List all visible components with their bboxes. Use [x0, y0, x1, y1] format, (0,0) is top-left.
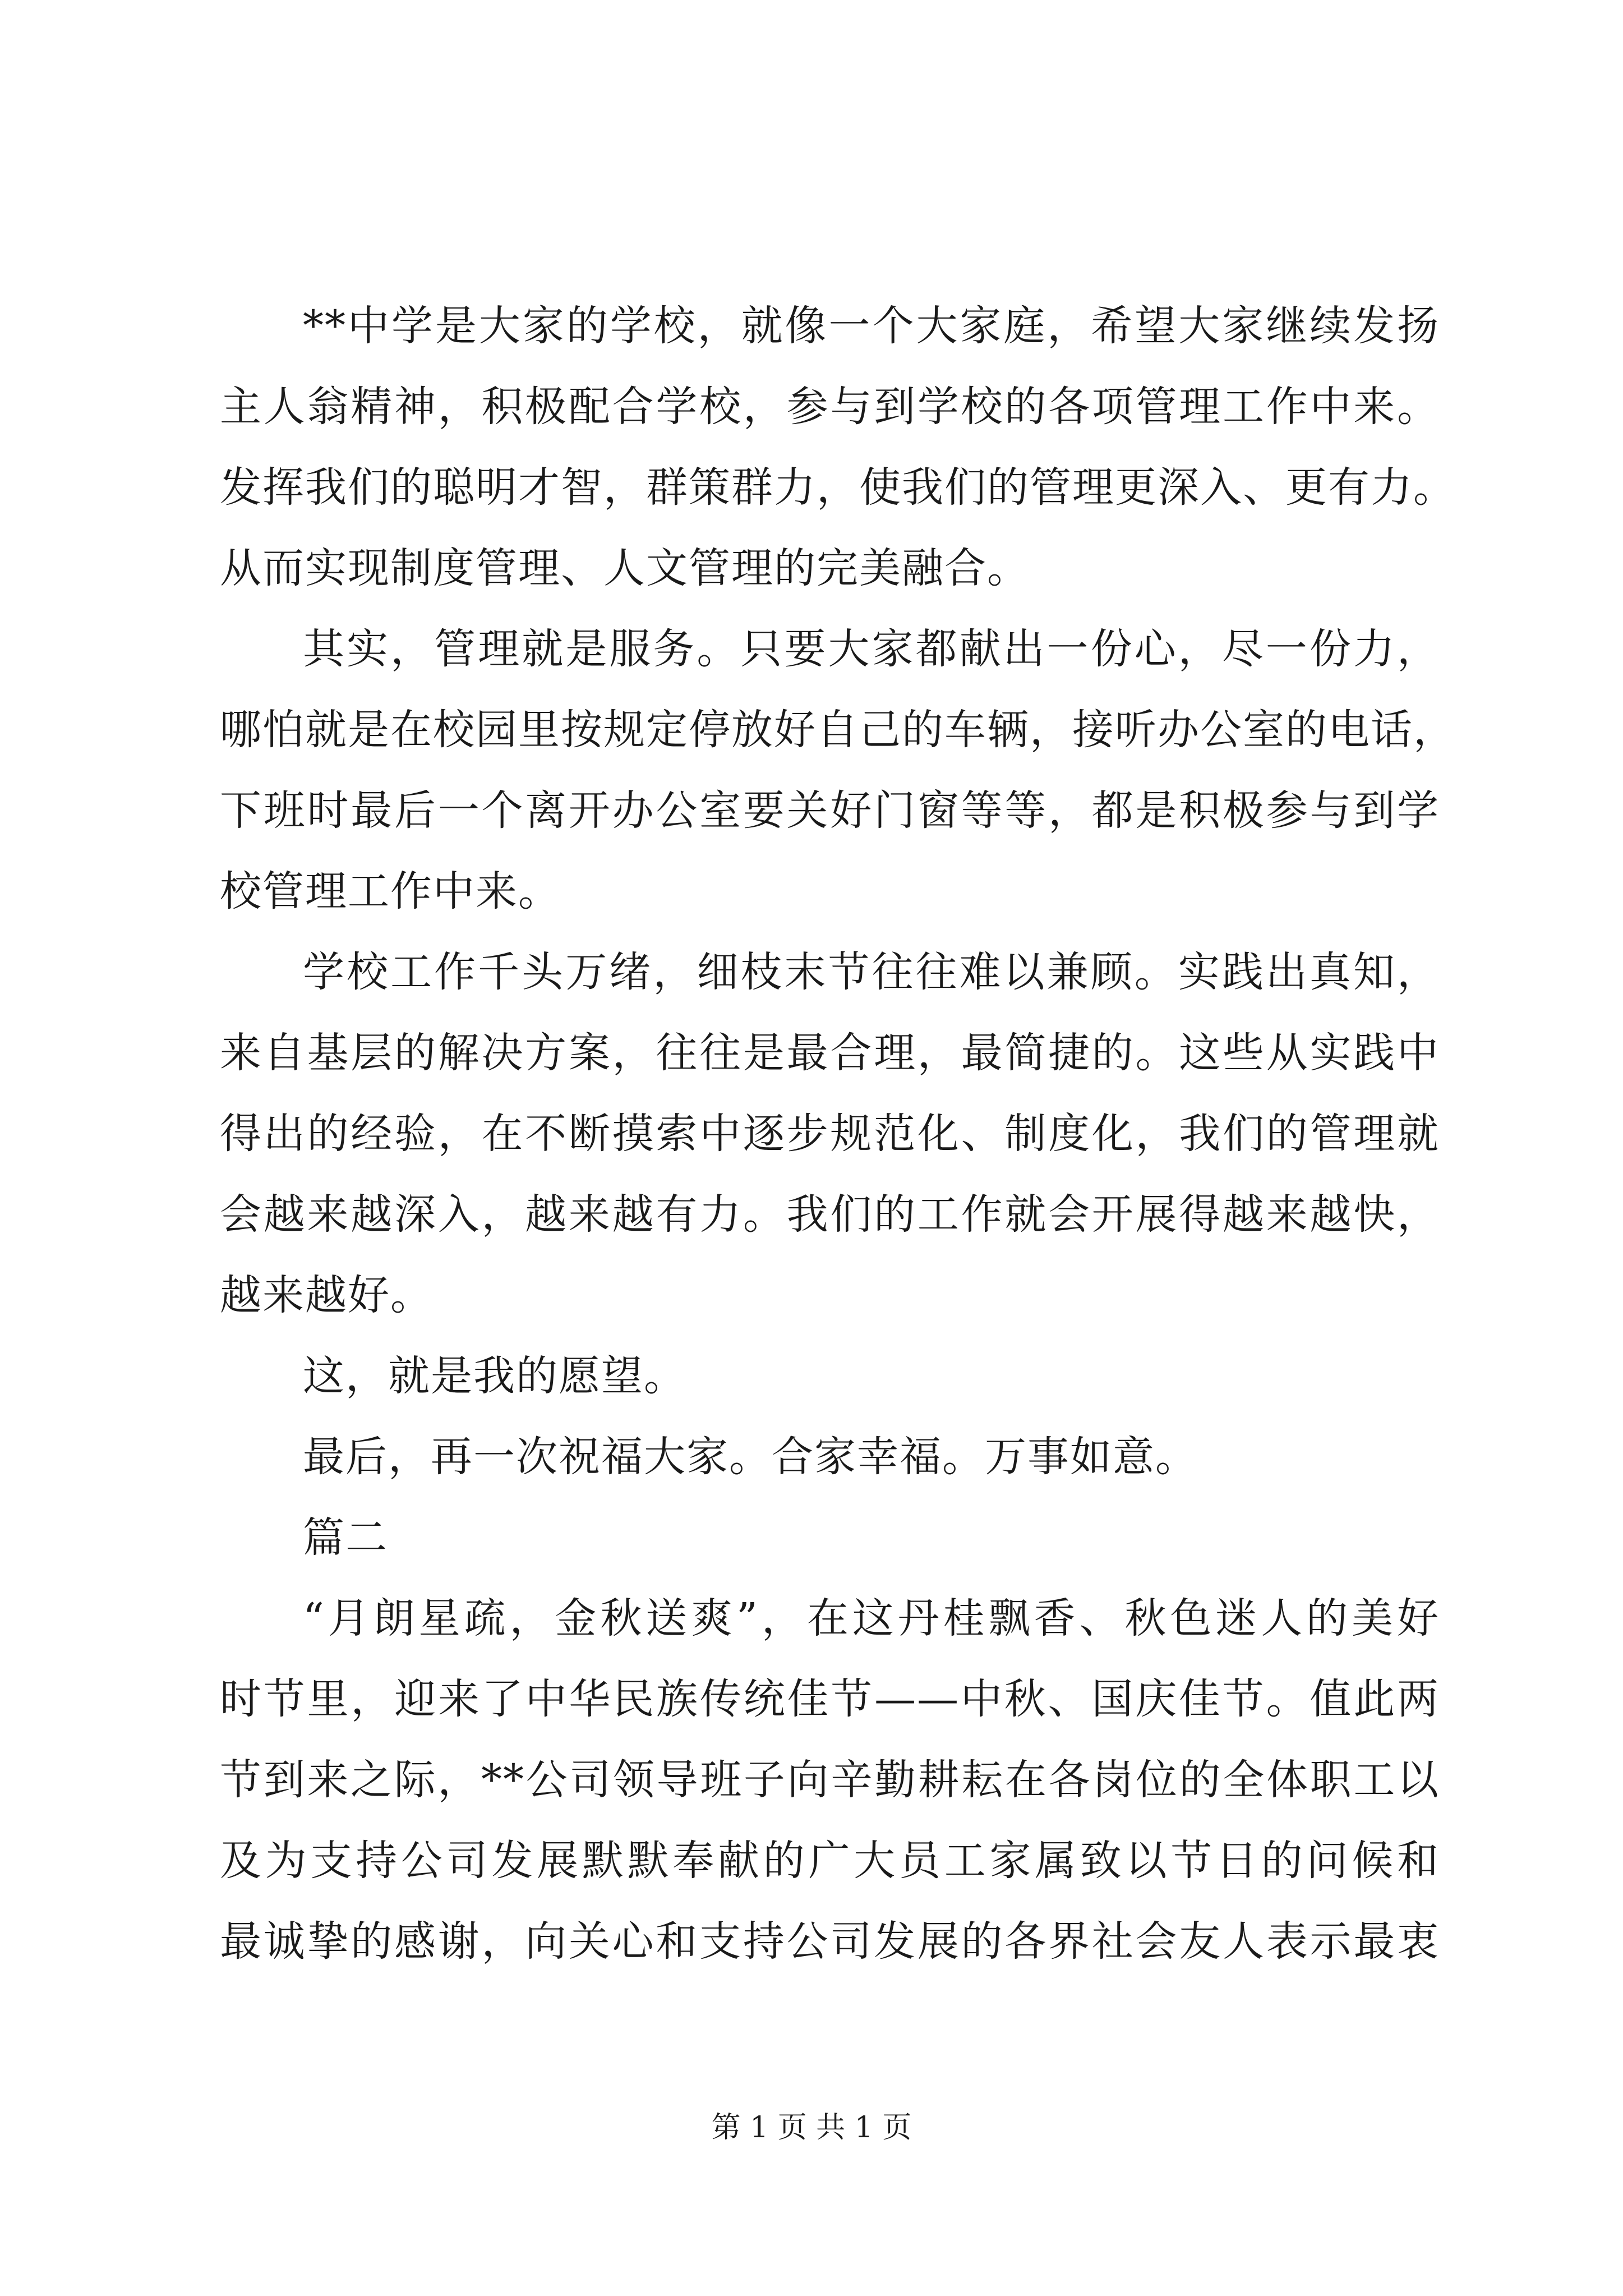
text-line: 时节里，迎来了中华民族传统佳节——中秋、国庆佳节。值此两 — [220, 1675, 1440, 1723]
text-line: 得出的经验，在不断摸索中逐步规范化、制度化，我们的管理就 — [220, 1110, 1440, 1158]
text-line: 从而实现制度管理、人文管理的完美融合。 — [220, 544, 1030, 592]
text-line: 其实，管理就是服务。只要大家都献出一份心，尽一份力， — [303, 625, 1440, 673]
text-line: 节到来之际，**公司领导班子向辛勤耕耘在各岗位的全体职工以 — [220, 1756, 1440, 1804]
document-body — [220, 298, 1456, 1995]
text-line: **中学是大家的学校，就像一个大家庭，希望大家继续发扬 — [303, 302, 1440, 350]
text-line: 越来越好。 — [220, 1271, 433, 1319]
text-line: 最诚挚的感谢，向关心和支持公司发展的各界社会友人表示最衷 — [220, 1917, 1440, 1966]
text-line: 来自基层的解决方案，往往是最合理，最简捷的。这些从实践中 — [220, 1029, 1440, 1077]
section-heading: 篇二 — [303, 1513, 388, 1562]
text-line: 学校工作千头万绪，细枝末节往往难以兼顾。实践出真知， — [303, 948, 1440, 996]
text-line: 最后，再一次祝福大家。合家幸福。万事如意。 — [303, 1433, 1198, 1481]
text-line: 发挥我们的聪明才智，群策群力，使我们的管理更深入、更有力。 — [220, 463, 1456, 512]
text-line: 这，就是我的愿望。 — [303, 1352, 686, 1400]
text-line: 哪怕就是在校园里按规定停放好自己的车辆，接听办公室的电话， — [220, 706, 1456, 754]
text-line: 主人翁精神，积极配合学校，参与到学校的各项管理工作中来。 — [220, 383, 1440, 431]
text-line: 下班时最后一个离开办公室要关好门窗等等，都是积极参与到学 — [220, 786, 1440, 835]
text-line: 会越来越深入，越来越有力。我们的工作就会开展得越来越快， — [220, 1190, 1440, 1239]
page-footer: 第 1 页 共 1 页 — [711, 2111, 912, 2145]
text-line: “月朗星疏，金秋送爽”，在这丹桂飘香、秋色迷人的美好 — [303, 1594, 1440, 1642]
text-line: 校管理工作中来。 — [220, 867, 561, 915]
text-line: 及为支持公司发展默默奉献的广大员工家属致以节日的问候和 — [220, 1837, 1440, 1885]
